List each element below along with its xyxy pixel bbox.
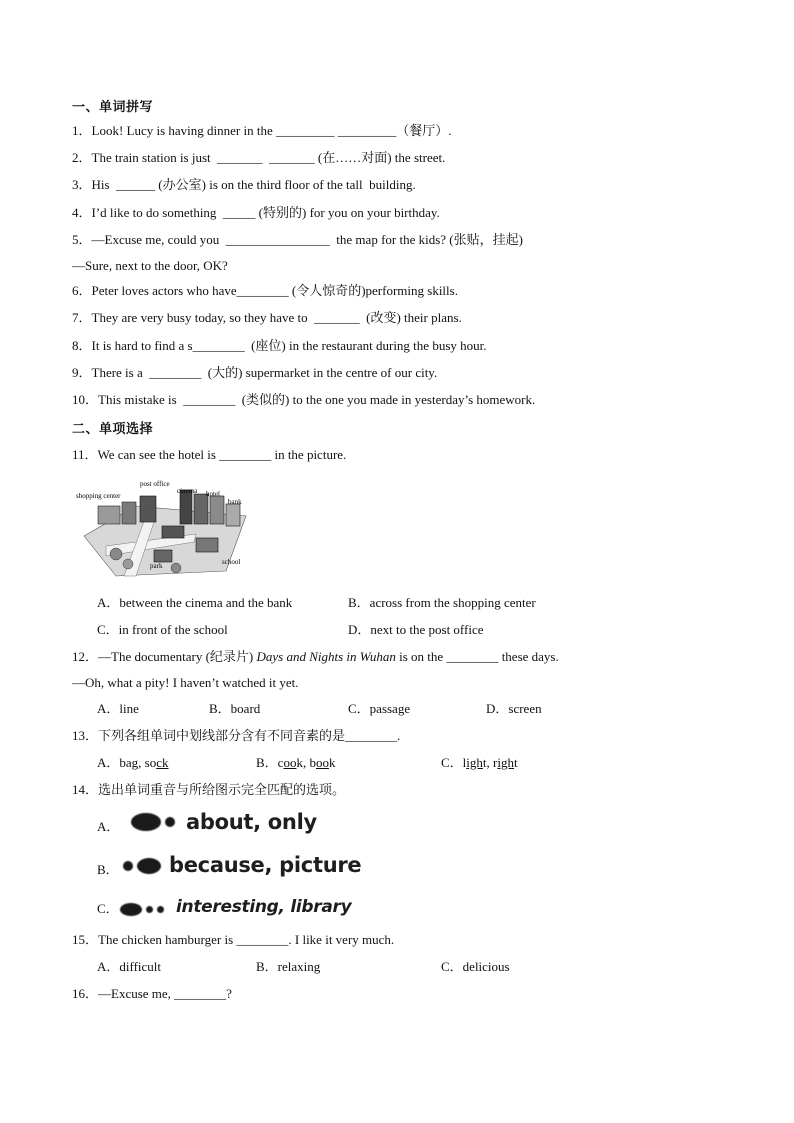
q15-option-b[interactable]: B．relaxing — [256, 959, 321, 974]
q16-stem: 16．—Excuse me, ________? — [72, 986, 232, 1001]
q15-option-a[interactable]: A．difficult — [97, 959, 162, 974]
q10-text: 10．This mistake is ________ (类似的) to the one you made in yesterday’s homework. — [72, 392, 536, 407]
q11-option-c[interactable]: C．in front of the school — [97, 622, 228, 637]
q13-a-word2-part1: so — [144, 755, 157, 770]
q12-option-c[interactable]: C．passage — [348, 701, 411, 716]
q12-option-b[interactable]: B．board — [209, 701, 261, 716]
map-label-bank: bank — [228, 498, 242, 506]
q4-text: 4．I’d like to do something _____ (特别的) for you on your birthday. — [72, 205, 440, 220]
q14-a-stress-pattern — [131, 813, 179, 831]
q13-c-separator: , — [486, 755, 494, 770]
map-label-shopping-center: shopping center — [76, 492, 121, 500]
q13-option-b[interactable] — [256, 755, 335, 771]
q13-c-word1-part1: l — [462, 755, 467, 770]
q11-option-d[interactable]: D．next to the post office — [348, 622, 484, 637]
section2-heading: 二、单项选择 — [72, 422, 154, 437]
map-label-park: park — [150, 562, 163, 570]
q13-b-word1-part1: c — [277, 755, 284, 770]
q15-stem: 15．The chicken hamburger is ________. I like it very much. — [72, 932, 395, 947]
stress-dot-weak — [123, 861, 133, 871]
q14-c-stress-pattern — [120, 900, 168, 918]
q13-a-word2-underlined: ck — [156, 755, 169, 770]
q11-option-b[interactable]: B．across from the shopping center — [348, 595, 536, 610]
q15-option-c[interactable]: C．delicious — [441, 959, 510, 974]
stress-dot-weak — [165, 817, 175, 827]
q12-stem — [72, 649, 559, 665]
q13-c-word1-underlined: igh — [466, 755, 483, 770]
q13-option-b-label: B． — [256, 755, 278, 770]
q13-a-separator: , — [138, 755, 145, 770]
q13-b-word2-part1: b — [309, 755, 316, 770]
q13-a-word1-part1: ba — [119, 755, 132, 770]
q14-option-b-label[interactable]: B． — [97, 862, 119, 877]
q1-text: 1．Look! Lucy is having dinner in the _________ _________（餐厅）. — [72, 123, 452, 138]
q11-option-a[interactable]: A．between the cinema and the bank — [97, 595, 293, 610]
q5-reply: —Sure, next to the door, OK? — [72, 258, 228, 273]
q2-text: 2．The train station is just _______ _______ (在……对面) the street. — [72, 150, 446, 165]
q14-stem: 14．选出单词重音与所给图示完全匹配的选项。 — [72, 782, 346, 797]
stress-dot-strong — [131, 813, 161, 831]
q13-b-separator: , — [302, 755, 310, 770]
q13-a-word1-underlined: g — [131, 755, 139, 770]
q14-option-a-words: about, only — [186, 810, 317, 834]
q13-option-c-label: C． — [441, 755, 463, 770]
q13-c-word2-part3: t — [514, 755, 518, 770]
map-label-post-office: post office — [140, 480, 170, 488]
q13-b-word1-part3: k — [296, 755, 303, 770]
stress-dot-strong — [120, 903, 142, 916]
q13-c-word1-part3: t — [482, 755, 487, 770]
town-map-image — [76, 476, 248, 580]
q14-option-c-label[interactable]: C． — [97, 901, 119, 916]
q13-option-a-label: A． — [97, 755, 120, 770]
q3-text: 3．His ______ (办公室) is on the third floor of the tall building. — [72, 177, 416, 192]
q13-b-word1-underlined: oo — [283, 755, 297, 770]
q7-text: 7．They are very busy today, so they have to _______ (改变) their plans. — [72, 310, 462, 325]
q13-option-c[interactable] — [441, 755, 518, 771]
q14-option-b-words: because, picture — [169, 853, 362, 877]
q13-option-a[interactable] — [97, 755, 169, 771]
stress-dot-strong — [137, 858, 161, 874]
q6-text: 6．Peter loves actors who have________ (令人惊奇的)performing skills. — [72, 283, 458, 298]
q12-documentary-title: Days and Nights in Wuhan — [256, 649, 396, 664]
q12-reply: —Oh, what a pity! I haven’t watched it yet. — [72, 675, 299, 690]
q13-b-word2-part3: k — [328, 755, 336, 770]
q12-option-d[interactable]: D．screen — [486, 701, 542, 716]
stress-dot-weak — [146, 906, 153, 913]
q12-stem-suffix: is on the ________ these days. — [395, 649, 559, 664]
q13-c-word2-part1: r — [493, 755, 498, 770]
q13-c-word2-underlined: igh — [497, 755, 515, 770]
q14-b-stress-pattern — [123, 857, 165, 875]
map-label-hotel: hotel — [206, 490, 220, 498]
q14-option-a-label[interactable]: A． — [97, 819, 120, 834]
q11-stem: 11．We can see the hotel is ________ in the picture. — [72, 447, 347, 462]
section1-heading: 一、单词拼写 — [72, 100, 154, 115]
q5-text: 5．—Excuse me, could you ________________ the map for the kids? (张贴，挂起) — [72, 232, 523, 247]
q12-option-a[interactable]: A．line — [97, 701, 139, 716]
map-label-cinema: cinema — [177, 487, 198, 495]
map-label-school: school — [222, 558, 241, 566]
q12-stem-prefix: 12．—The documentary (纪录片) — [72, 649, 257, 664]
q8-text: 8．It is hard to find a s________ (座位) in the restaurant during the busy hour. — [72, 338, 487, 353]
q13-b-word2-underlined: oo — [315, 755, 329, 770]
q13-stem: 13．下列各组单词中划线部分含有不同音素的是________. — [72, 728, 401, 743]
q14-option-c-words: interesting, library — [176, 897, 352, 917]
q9-text: 9．There is a ________ (大的) supermarket in the centre of our city. — [72, 365, 438, 380]
stress-dot-weak — [157, 906, 164, 913]
